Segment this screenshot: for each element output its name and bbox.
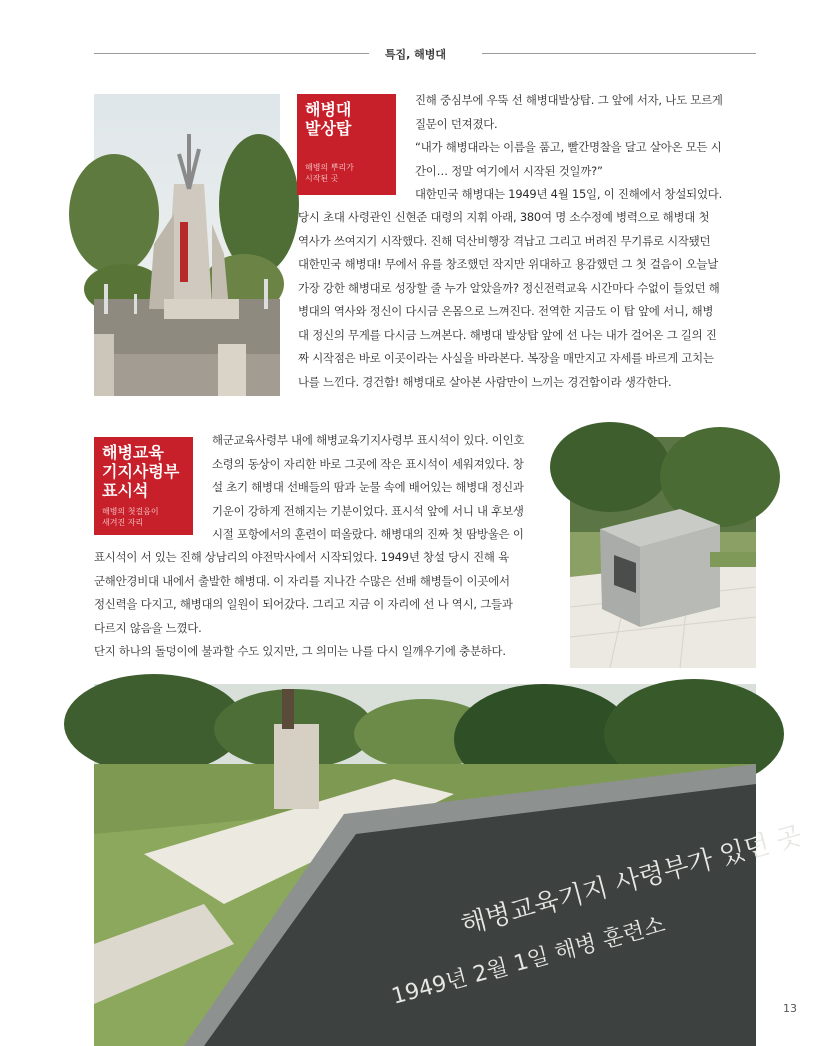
monument-photo	[94, 94, 280, 396]
header-title: 특집, 해병대	[384, 48, 447, 61]
text-line: 해군교육사령부 내에 해병교육기지사령부 표시석이 있다. 이인호	[212, 433, 525, 447]
text-line: 다르지 않음을 느꼈다.	[94, 620, 202, 635]
text-line: 대한민국 해병대는 1949년 4월 15일, 이 진해에서 창설되었다.	[415, 187, 722, 201]
text-line: “내가 해병대라는 이름을 품고, 빨간명찰을 달고 살아온 모든 시	[415, 140, 722, 154]
text-line: 기운이 강하게 전해지는 기분이었다. 표시석 앞에 서니 내 후보생	[212, 503, 524, 518]
text-line: 짜 시작점은 바로 이곳이라는 사실을 바라본다. 복장을 매만지고 자세를 바르게 고치는	[298, 351, 714, 365]
text-line: 설 초기 해병대 선배들의 땀과 눈물 속에 배어있는 해병대 정신과	[212, 480, 524, 494]
text-line: 군해안경비대 내에서 출발한 해병대. 이 자리를 지나간 수많은 선배 해병들이 이곳에서	[94, 573, 510, 588]
text-line: 정신력을 다지고, 해병대의 일원이 되어갔다. 그리고 지금 이 자리에 선 나 역시, 그들과	[94, 597, 513, 611]
text-line: 시절 포항에서의 훈련이 떠올랐다. 해병대의 진짜 첫 땀방울은 이	[212, 527, 524, 541]
section2-text-narrow	[212, 429, 524, 547]
text-line: 나를 느낀다. 경건함! 해병대로 살아본 사람만이 느끼는 경건함이라 생각한다.	[298, 374, 672, 389]
section1-subtitle-line: 해병의 뿌리가	[305, 163, 354, 172]
text-line: 표시석이 서 있는 진해 상남리의 야전막사에서 시작되었다. 1949년 창설 당시 진해 육	[94, 550, 509, 564]
text-line: 간이… 정말 여기에서 시작된 것일까?”	[415, 163, 603, 178]
text-line: 대 정신의 무게를 다시금 느껴본다. 해병대 발상탑 앞에 선 나는 내가 걸어온 그 길의 진	[298, 327, 717, 342]
text-line: 단지 하나의 돌덩이에 불과할 수도 있지만, 그 의미는 나를 다시 일깨우기에 충분하다.	[94, 644, 506, 658]
text-line: 역사가 쓰여지기 시작했다. 진해 덕산비행장 격납고 그리고 버려진 무기류로 시작됐던	[298, 233, 711, 248]
section1-subtitle-line: 시작된 곳	[305, 174, 339, 183]
section2-subtitle-line: 새겨진 자리	[102, 518, 144, 527]
text-line: 진해 중심부에 우뚝 선 해병대발상탑. 그 앞에 서자, 나도 모르게	[415, 93, 723, 107]
plaque-line: 해병교육기지 사령부가 있던 곳	[458, 820, 806, 941]
section2-title-line: 기지사령부	[102, 462, 180, 481]
section1-title-line: 발상탑	[305, 119, 352, 138]
page-number: 13	[783, 1002, 797, 1015]
section2-text-wide	[94, 546, 513, 664]
text-line: 병대의 역사와 정신이 다시금 온몸으로 느껴진다. 전역한 지금도 이 탑 앞에 서니, 해병	[298, 304, 714, 318]
section1-text-full	[298, 206, 720, 394]
text-line: 가장 강한 해병대로 성장할 줄 누가 알았을까? 정신전력교육 시간마다 수없이 들었던 해	[298, 280, 720, 295]
text-line: 대한민국 해병대! 무에서 유를 창조했던 작지만 위대하고 용감했던 그 첫 걸음이 오늘날	[298, 257, 719, 271]
section2-title-line: 표시석	[102, 481, 149, 500]
text-line: 질문이 던져졌다.	[415, 116, 498, 131]
section1-title-line: 해병대	[305, 100, 352, 119]
marker-stone-photo	[570, 437, 756, 668]
text-line: 소령의 동상이 자리한 바로 그곳에 작은 표시석이 세워져있다. 창	[212, 456, 524, 471]
text-line: 당시 초대 사령관인 신현준 대령의 지휘 아래, 380여 명 소수정예 병력으로 해병대 첫	[298, 210, 710, 224]
section1-text-indented	[415, 89, 723, 207]
plaque-line: 1949년 2월 1일 해병 훈련소	[389, 912, 668, 1010]
section2-title-line: 해병교육	[102, 443, 164, 462]
section2-title-box	[94, 437, 193, 535]
section2-subtitle-line: 해병의 첫걸음이	[102, 507, 159, 516]
section1-title-box	[297, 94, 396, 195]
